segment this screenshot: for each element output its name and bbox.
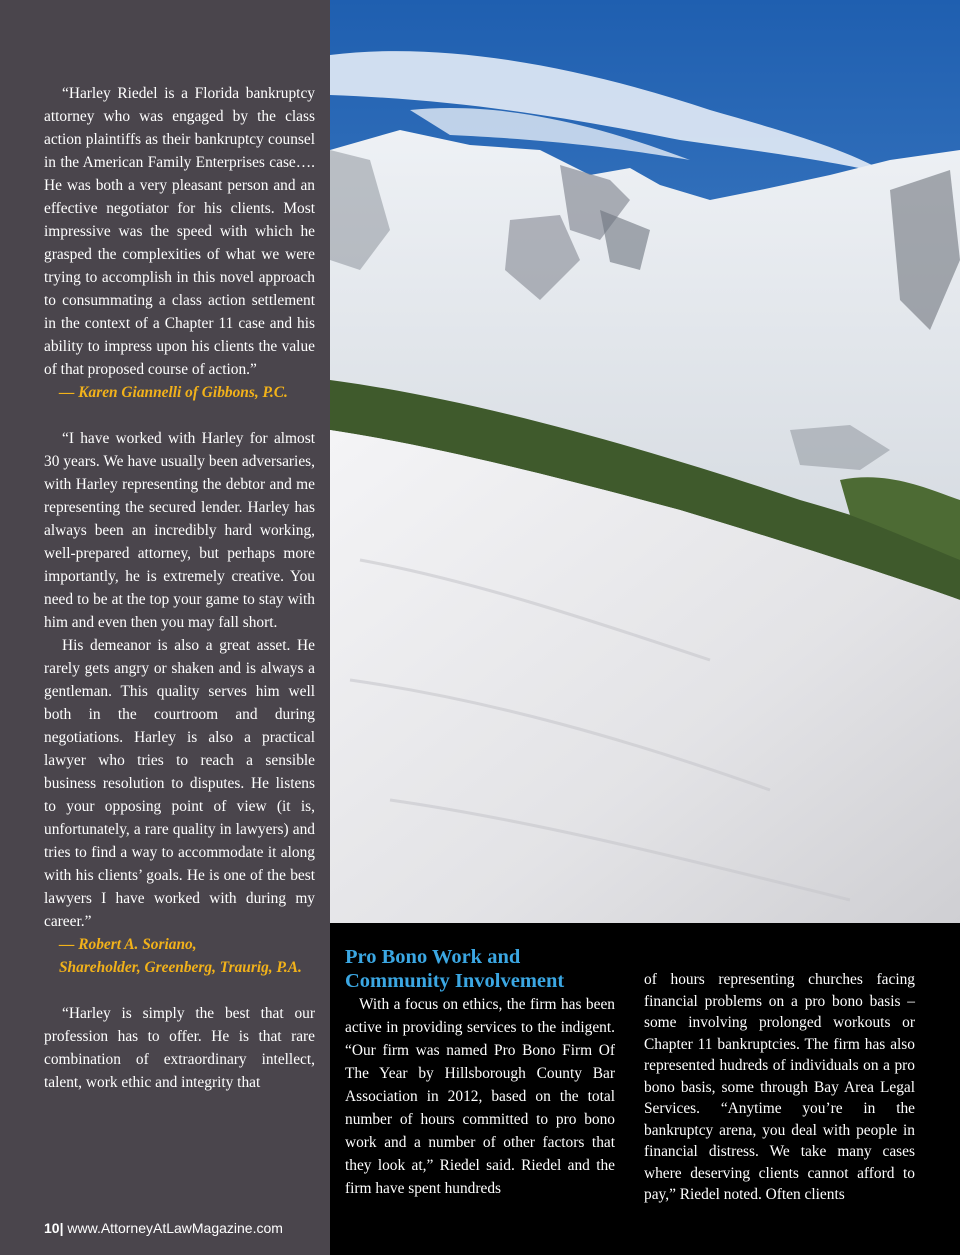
- article-section: [330, 923, 960, 1255]
- page-number: 10: [44, 1220, 60, 1236]
- article-column-1: With a focus on ethics, the firm has been active in providing services to the indigent. “Our firm was named Pro Bono Firm Of The Year by Hillsborough County Bar Association in 2012, based on the total number of hours committed to pro bono work and a number of other factors that they look at,” Riedel said. Riedel and the firm have spent hundreds: [345, 996, 615, 1197]
- testimonial-quote: “Harley is simply the best that our profession has to offer. He is that rare combination of extraordinary intellect, talent, work ethic and integrity that: [44, 1005, 315, 1091]
- footer-separator: |: [59, 1220, 64, 1236]
- testimonial-quote: “Harley Riedel is a Florida bankruptcy attorney who was engaged by the class action plaintiffs as their bankruptcy counsel in the American Family Enterprises case…. He was both a very pleasant person and an effective negotiator for his clients. Most impressive was the speed with which he grasped the complexities of what we were trying to accomplish in this novel approach to consummating a class action settlement in the context of a Chapter 11 case and his ability to impress upon his clients the value of that proposed course of action.”: [44, 85, 315, 378]
- page-footer: [44, 1220, 283, 1236]
- testimonial-attribution: Shareholder, Greenberg, Traurig, P.A.: [59, 959, 302, 976]
- testimonial-quote: His demeanor is also a great asset. He rarely gets angry or shaken and is always a gentleman. This quality serves him well both in the courtroom and during negotiations. Harley is also a practical lawyer who tries to reach a sensible business resolution to disputes. He listens to your opposing point of view (it is, unfortunately, a rare quality in lawyers) and tries to find a way to accommodate it along with his clients’ goals. He is one of the best lawyers I have worked with during my career.”: [44, 637, 315, 930]
- mountain-photo: [330, 0, 960, 923]
- mountain-illustration: [330, 0, 960, 923]
- testimonial-sidebar: [0, 0, 330, 1255]
- testimonial-attribution: — Karen Giannelli of Gibbons, P.C.: [59, 384, 288, 401]
- testimonial-attribution: — Robert A. Soriano,: [59, 936, 197, 953]
- testimonial-quote: “I have worked with Harley for almost 30 years. We have usually been adversaries, with Harley representing the debtor and me representing the secured lender. Harley has always been an incredibly hard working, well-prepared attorney, but perhaps more importantly, he is extremely creative. You need to be at the top your game to stay with him and even then you may fall short.: [44, 430, 315, 631]
- article-column-2: of hours representing churches facing financial problems on a pro bono basis – some involving prolonged workouts or Chapter 11 bankruptcies. The firm has also represented hudreds of individuals on a pro bono basis, some through Bay Area Legal Services. “Anytime you’re in the bankruptcy arena, you deal with people in financial distress. We take many cases where deserving clients cannot afford to pay,” Riedel noted. Often clients: [644, 971, 915, 1203]
- section-heading: Pro Bono Work and Community Involvement: [345, 946, 565, 992]
- testimonial-block: [44, 82, 315, 1094]
- footer-url: www.AttorneyAtLawMagazine.com: [67, 1220, 283, 1236]
